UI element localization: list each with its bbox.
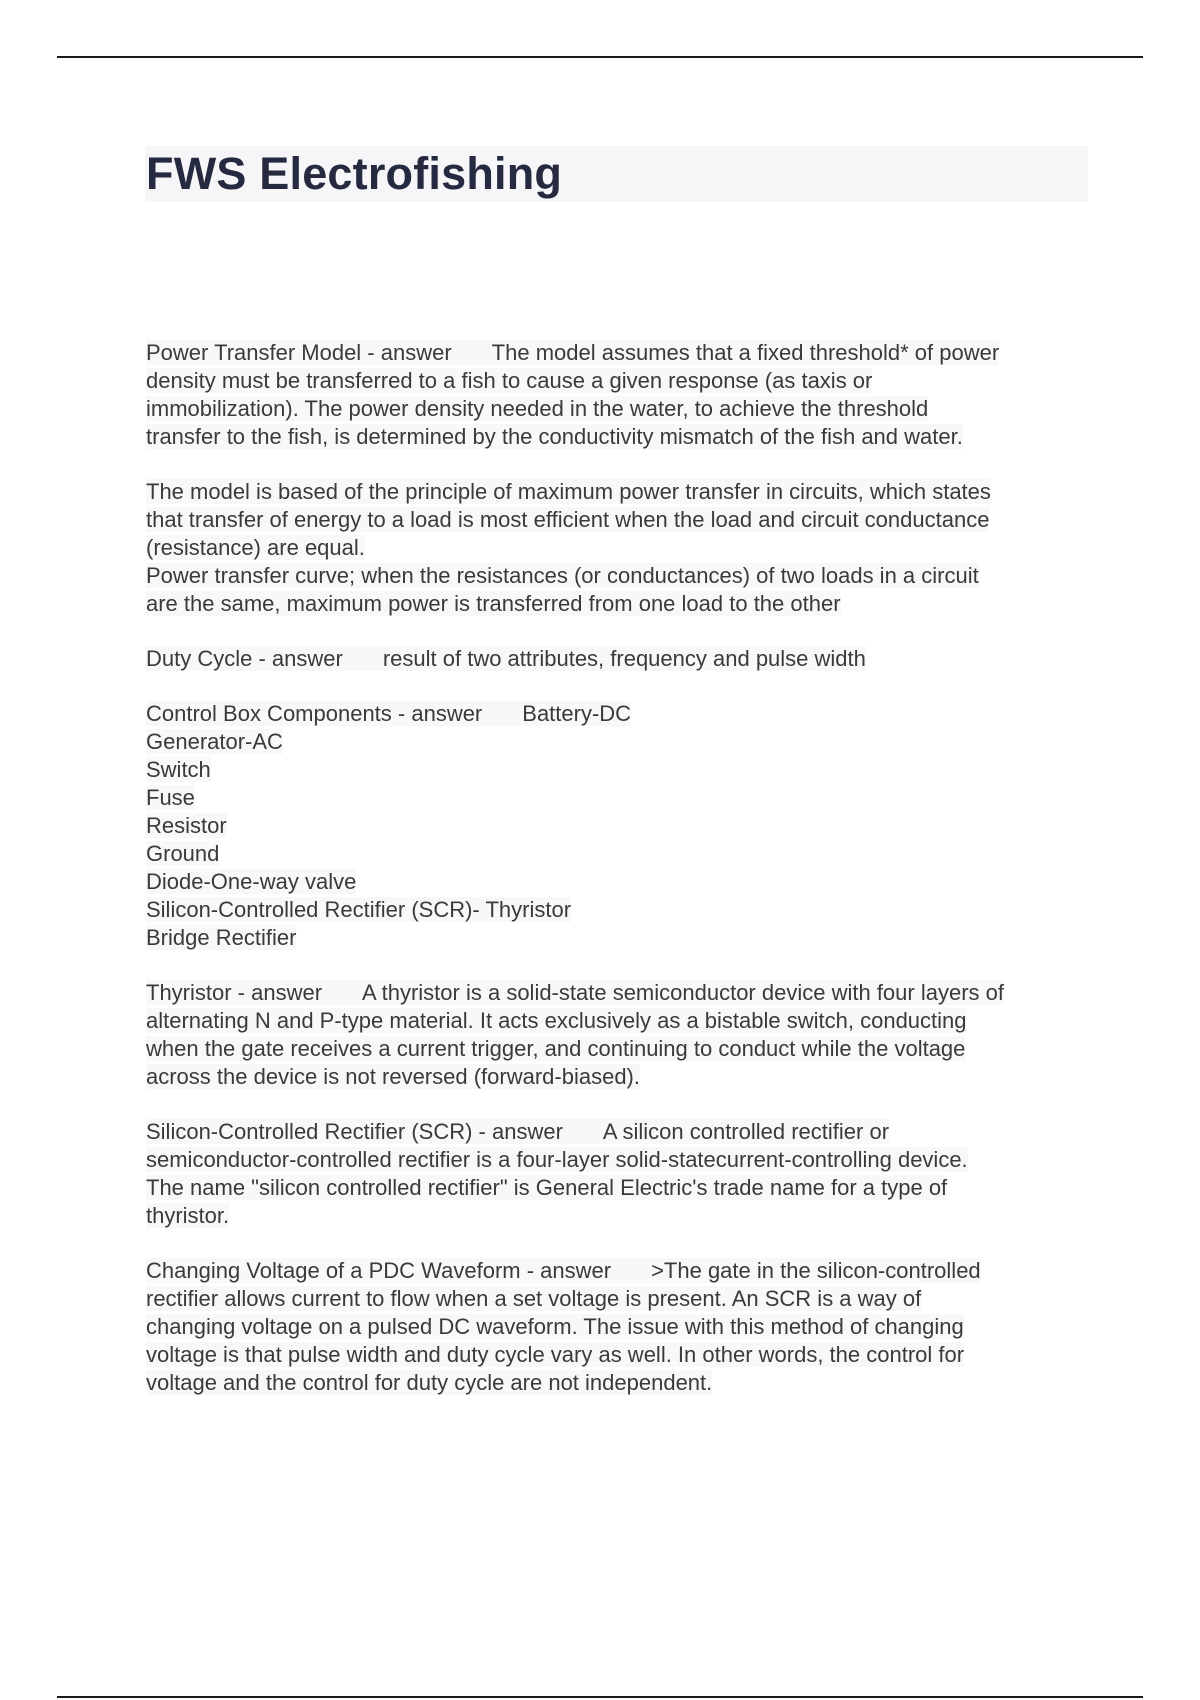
list-item: Resistor (146, 813, 227, 838)
entry-line: across the device is not reversed (forward-biased). (146, 1064, 640, 1089)
entry-answer-text: result of two attributes, frequency and pulse width (382, 646, 866, 671)
list-item: Ground (146, 841, 220, 866)
entry-answer-text: The model assumes that a fixed threshold* of power (491, 340, 1000, 365)
list-item: Silicon-Controlled Rectifier (SCR)- Thyristor (146, 897, 572, 922)
entry-term: Changing Voltage of a PDC Waveform - answer (146, 1258, 612, 1283)
list-item: Diode-One-way valve (146, 869, 357, 894)
entry-term: Power Transfer Model - answer (146, 340, 452, 365)
top-rule (57, 56, 1143, 58)
entry-line: rectifier allows current to flow when a set voltage is present. An SCR is a way of (146, 1286, 922, 1311)
entry-line: that transfer of energy to a load is most efficient when the load and circuit conductance (146, 507, 990, 532)
entry-line: voltage and the control for duty cycle are not independent. (146, 1370, 713, 1395)
entry-line: when the gate receives a current trigger, and continuing to conduct while the voltage (146, 1036, 966, 1061)
document-body (146, 339, 1096, 1424)
entry-line: density must be transferred to a fish to cause a given response (as taxis or (146, 368, 873, 393)
entry-line: changing voltage on a pulsed DC waveform. The issue with this method of changing (146, 1314, 964, 1339)
entry-line (146, 339, 1096, 367)
entry-line (146, 645, 1096, 673)
entry-answer-text: A thyristor is a solid-state semiconductor device with four layers of (362, 980, 1004, 1005)
entry-control-box-components (146, 700, 1096, 952)
entry-answer-text: >The gate in the silicon-controlled (651, 1258, 981, 1283)
list-item: Bridge Rectifier (146, 925, 297, 950)
entry-line (146, 1257, 1096, 1285)
entry-line: The name "silicon controlled rectifier" is General Electric's trade name for a type of (146, 1175, 948, 1200)
entry-term: Duty Cycle - answer (146, 646, 343, 671)
entry-term: Silicon-Controlled Rectifier (SCR) - answer (146, 1119, 563, 1144)
document-title: FWS Electrofishing (146, 148, 563, 199)
entry-line (146, 979, 1096, 1007)
entry-pdc-waveform (146, 1257, 1096, 1397)
entry-scr (146, 1118, 1096, 1230)
entry-line: thyristor. (146, 1203, 230, 1228)
entry-line: voltage is that pulse width and duty cycle vary as well. In other words, the control for (146, 1342, 965, 1367)
entry-term: Control Box Components - answer (146, 701, 483, 726)
list-item: Generator-AC (146, 729, 283, 754)
entry-max-power-principle (146, 478, 1096, 618)
entry-line: (resistance) are equal. (146, 535, 365, 560)
entry-line: immobilization). The power density needed in the water, to achieve the threshold (146, 396, 929, 421)
entry-line: alternating N and P-type material. It acts exclusively as a bistable switch, conducting (146, 1008, 967, 1033)
entry-line: The model is based of the principle of maximum power transfer in circuits, which states (146, 479, 991, 504)
list-item: Fuse (146, 785, 195, 810)
entry-line: are the same, maximum power is transferred from one load to the other (146, 591, 841, 616)
entry-line (146, 1118, 1096, 1146)
entry-answer-text: Battery-DC (522, 701, 632, 726)
entry-answer-text: A silicon controlled rectifier or (602, 1119, 890, 1144)
entry-line: semiconductor-controlled rectifier is a four-layer solid-statecurrent-controlling device. (146, 1147, 968, 1172)
entry-power-transfer-model (146, 339, 1096, 451)
entry-line: Power transfer curve; when the resistances (or conductances) of two loads in a circuit (146, 563, 979, 588)
bottom-rule (57, 1696, 1143, 1698)
entry-term: Thyristor - answer (146, 980, 323, 1005)
entry-thyristor (146, 979, 1096, 1091)
entry-line (146, 700, 1096, 728)
list-item: Switch (146, 757, 211, 782)
entry-line: transfer to the fish, is determined by the conductivity mismatch of the fish and water. (146, 424, 963, 449)
entry-duty-cycle (146, 645, 1096, 673)
